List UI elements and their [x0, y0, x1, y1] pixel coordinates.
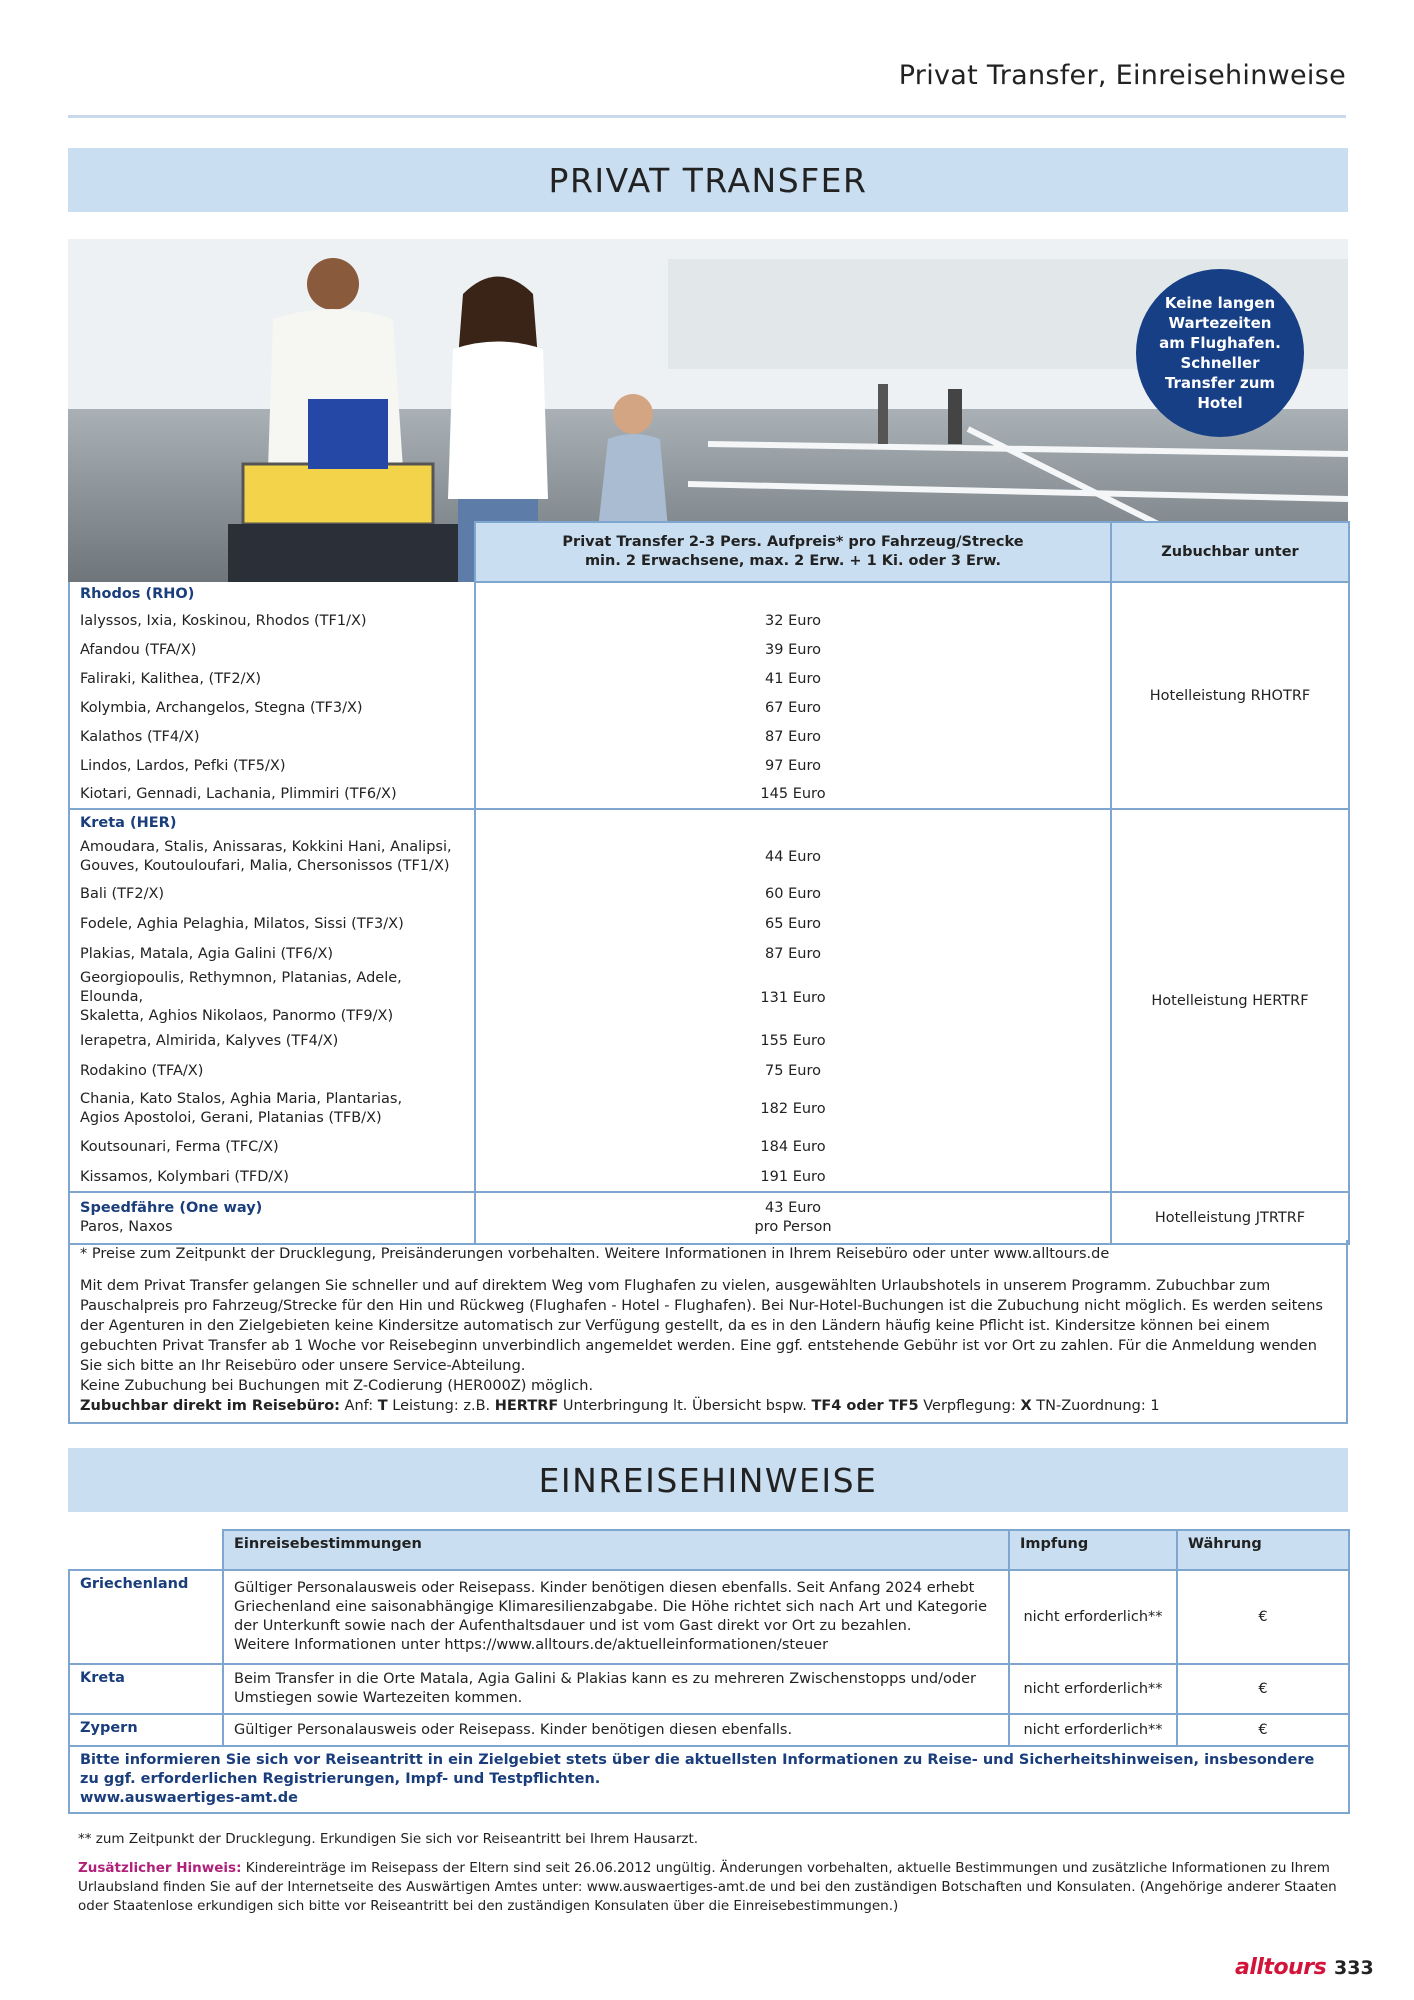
destination-name: Afandou (TFA/X) [69, 635, 475, 664]
speedferry-price-unit: pro Person [754, 1219, 832, 1235]
destination-name: Ierapetra, Almirida, Kalyves (TF4/X) [69, 1026, 475, 1056]
table-row [69, 1570, 1349, 1664]
group-title-speedferry: Speedfähre (One way) [80, 1200, 263, 1216]
destination-price: 67 Euro [475, 693, 1111, 722]
currency-cell: € [1177, 1664, 1349, 1714]
destination-price: 155 Euro [475, 1026, 1111, 1056]
safety-info-url: www.auswaertiges-amt.de [80, 1790, 298, 1806]
table-row [69, 1192, 1349, 1244]
zubuchbar-column-header: Zubuchbar unter [1111, 522, 1349, 582]
booking-code: T [377, 1398, 388, 1414]
destination-price: 184 Euro [475, 1132, 1111, 1162]
price-column-header [475, 522, 1111, 582]
destination-name-line1: Georgiopoulis, Rethymnon, Platanias, Adele, Elounda, [80, 970, 402, 1005]
speedferry-price [475, 1192, 1111, 1244]
price-header-line1: Privat Transfer 2-3 Pers. Aufpreis* pro Fahrzeug/Strecke [562, 534, 1024, 550]
booking-text: Unterbringung lt. Übersicht bspw. [558, 1398, 812, 1414]
speedferry-price-value: 43 Euro [765, 1200, 821, 1216]
vaccination-cell: nicht erforderlich** [1009, 1570, 1177, 1664]
vaccination-cell: nicht erforderlich** [1009, 1664, 1177, 1714]
destination-price: 145 Euro [475, 780, 1111, 809]
header-rule [68, 115, 1346, 118]
page-number: 333 [1334, 1957, 1374, 1979]
z-coding-note: Keine Zubuchung bei Buchungen mit Z-Codierung (HER000Z) möglich. [80, 1378, 594, 1394]
destination-name [69, 1086, 475, 1132]
speedferry-cell [69, 1192, 475, 1244]
destination-name-line2: Skaletta, Aghios Nikolaos, Panormo (TF9/X) [80, 1008, 394, 1024]
booking-text: TN-Zuordnung: 1 [1031, 1398, 1160, 1414]
destination-name-line2: Agios Apostoloi, Gerani, Platanias (TFB/X) [80, 1110, 382, 1126]
country-zypern: Zypern [69, 1714, 223, 1746]
destination-name-line1: Amoudara, Stalis, Anissaras, Kokkini Hani, Analipsi, [80, 839, 452, 855]
header-currency: Währung [1177, 1530, 1349, 1570]
destination-name: Kalathos (TF4/X) [69, 722, 475, 751]
booking-code: HERTRF [494, 1398, 559, 1414]
table-header-row [69, 1530, 1349, 1570]
price-header-line2: min. 2 Erwachsene, max. 2 Erw. + 1 Ki. oder 3 Erw. [584, 553, 1002, 569]
additional-note-text: Kindereinträge im Reisepass der Eltern sind seit 26.06.2012 ungültig. Änderungen vorbehalten, aktuelle Bestimmungen und zusätzliche Informationen zu Ihrem Urlaubsland finden Sie auf der Internetseite des Auswärtigen Amtes unter: www.auswaertiges-amt.de und bei den zuständigen Botschaften und Konsulaten. (Angehörige anderer Staaten oder Staatenlose erkundigen sich bitte vor Reiseantritt bei den zuständigen Konsulaten über die Einreisebestimmungen.) [78, 1860, 1337, 1914]
destination-name: Lindos, Lardos, Pefki (TF5/X) [69, 751, 475, 780]
safety-info-cell [69, 1746, 1349, 1813]
rules-text-more: Weitere Informationen unter https://www.alltours.de/aktuelleinformationen/steuer [234, 1637, 829, 1653]
transfer-description: Mit dem Privat Transfer gelangen Sie schneller und auf direktem Weg vom Flughafen zu vielen, ausgewählten Urlaubshotels in unserem Programm. Zubuchbar zum Pauschalpreis pro Fahrzeug/Strecke für den Hin und Rückweg (Flughafen - Hotel - Flughafen). Bei Nur-Hotel-Buchungen ist die Zubuchung nicht möglich. Es werden seitens der Agenturen in den Zielgebieten keine Kindersitze automatisch zur Verfügung gestellt, da es in den Ländern häufig keine Pflicht ist. Kindersitze können bei einem gebuchten Privat Transfer ab 1 Woche vor Reisebeginn unverbindlich angemeldet werden. Eine ggf. entstehende Gebühr ist vor Ort zu zahlen. Für die Anmeldung wenden Sie sich bitte an Ihr Reisebüro oder unsere Service-Abteilung. [80, 1278, 1323, 1374]
destination-price: 87 Euro [475, 939, 1111, 969]
booking-instructions [80, 1396, 1336, 1416]
promo-badge [1136, 269, 1304, 437]
destination-price: 60 Euro [475, 879, 1111, 909]
booking-text: Anf: [339, 1398, 378, 1414]
promo-badge-text: Keine langen Wartezeiten am Flughafen. Schneller Transfer zum Hotel [1159, 294, 1281, 412]
booking-text: Verpflegung: [918, 1398, 1021, 1414]
destination-price: 44 Euro [475, 835, 1111, 879]
rules-text: Gültiger Personalausweis oder Reisepass. Kinder benötigen diesen ebenfalls. Seit Anfang 2024 erhebt Griechenland eine saisonabhängige Klimaresilienzabgabe. Die Höhe richtet sich nach Art und Kategorie der Unterkunft sowie nach der Aufenthaltsdauer und ist vom Gast direkt vor Ort zu bezahlen. [234, 1580, 988, 1634]
header-rules: Einreisebestimmungen [223, 1530, 1009, 1570]
additional-note-label: Zusätzlicher Hinweis: [78, 1860, 242, 1876]
country-griechenland: Griechenland [69, 1570, 223, 1664]
destination-name: Koutsounari, Ferma (TFC/X) [69, 1132, 475, 1162]
destination-price: 65 Euro [475, 909, 1111, 939]
country-kreta: Kreta [69, 1664, 223, 1714]
einreise-table [68, 1529, 1350, 1814]
zubuchbar-rhodos: Hotelleistung RHOTRF [1111, 582, 1349, 809]
table-row [69, 1714, 1349, 1746]
destination-name: Kolymbia, Archangelos, Stegna (TF3/X) [69, 693, 475, 722]
table-row [69, 809, 1349, 835]
group-title-rhodos: Rhodos (RHO) [69, 582, 475, 606]
rules-cell: Beim Transfer in die Orte Matala, Agia Galini & Plakias kann es zu mehreren Zwischenstopps und/oder Umstiegen sowie Wartezeiten kommen. [223, 1664, 1009, 1714]
table-header-row [69, 522, 1349, 582]
einreise-banner: EINREISEHINWEISE [68, 1448, 1348, 1512]
table-row [69, 1664, 1349, 1714]
additional-note [78, 1859, 1340, 1916]
privat-transfer-notes [68, 1240, 1348, 1424]
vaccination-cell: nicht erforderlich** [1009, 1714, 1177, 1746]
destination-price: 39 Euro [475, 635, 1111, 664]
booking-code: TF4 oder TF5 [811, 1398, 919, 1414]
destination-price: 191 Euro [475, 1162, 1111, 1192]
rules-cell: Gültiger Personalausweis oder Reisepass. Kinder benötigen diesen ebenfalls. [223, 1714, 1009, 1746]
booking-code: X [1020, 1398, 1032, 1414]
currency-cell: € [1177, 1570, 1349, 1664]
group-title-kreta: Kreta (HER) [69, 809, 475, 835]
destination-name: Faliraki, Kalithea, (TF2/X) [69, 664, 475, 693]
privat-transfer-table [68, 521, 1350, 1245]
destination-name [69, 835, 475, 879]
zubuchbar-kreta: Hotelleistung HERTRF [1111, 809, 1349, 1192]
header-blank [69, 522, 475, 582]
table-row [69, 582, 1349, 606]
destination-price: 41 Euro [475, 664, 1111, 693]
booking-text: Leistung: z.B. [387, 1398, 495, 1414]
destination-price: 97 Euro [475, 751, 1111, 780]
destination-price: 87 Euro [475, 722, 1111, 751]
destination-price: 75 Euro [475, 1056, 1111, 1086]
speedferry-destinations: Paros, Naxos [80, 1219, 173, 1235]
vaccination-footnote: ** zum Zeitpunkt der Drucklegung. Erkundigen Sie sich vor Reiseantritt bei Ihrem Hausarzt. [78, 1831, 699, 1847]
page-title: Privat Transfer, Einreisehinweise [898, 60, 1346, 91]
destination-price: 32 Euro [475, 606, 1111, 635]
alltours-logo: alltours [1235, 1955, 1327, 1980]
rules-cell [223, 1570, 1009, 1664]
price-footnote: * Preise zum Zeitpunkt der Drucklegung, Preisänderungen vorbehalten. Weitere Informationen in Ihrem Reisebüro oder unter www.alltours.de [80, 1246, 1110, 1262]
header-vaccination: Impfung [1009, 1530, 1177, 1570]
destination-name: Fodele, Aghia Pelaghia, Milatos, Sissi (TF3/X) [69, 909, 475, 939]
destination-name: Bali (TF2/X) [69, 879, 475, 909]
destination-name: Kiotari, Gennadi, Lachania, Plimmiri (TF6/X) [69, 780, 475, 809]
destination-name: Ialyssos, Ixia, Koskinou, Rhodos (TF1/X) [69, 606, 475, 635]
destination-name-line2: Gouves, Koutouloufari, Malia, Chersonissos (TF1/X) [80, 858, 450, 874]
table-row [69, 1746, 1349, 1813]
destination-name: Kissamos, Kolymbari (TFD/X) [69, 1162, 475, 1192]
destination-name [69, 969, 475, 1026]
zubuchbar-speedferry: Hotelleistung JTRTRF [1111, 1192, 1349, 1244]
destination-name-line1: Chania, Kato Stalos, Aghia Maria, Plantarias, [80, 1091, 403, 1107]
booking-label: Zubuchbar direkt im Reisebüro: [80, 1398, 340, 1414]
safety-info-text: Bitte informieren Sie sich vor Reiseantritt in ein Zielgebiet stets über die aktuellsten Informationen zu Reise- und Sicherheitshinweisen, insbesondere zu ggf. erforderlichen Registrierungen, Impf- und Testpflichten. [80, 1752, 1315, 1787]
destination-name: Plakias, Matala, Agia Galini (TF6/X) [69, 939, 475, 969]
privat-transfer-banner: PRIVAT TRANSFER [68, 148, 1348, 212]
currency-cell: € [1177, 1714, 1349, 1746]
destination-price: 182 Euro [475, 1086, 1111, 1132]
destination-price: 131 Euro [475, 969, 1111, 1026]
destination-name: Rodakino (TFA/X) [69, 1056, 475, 1086]
